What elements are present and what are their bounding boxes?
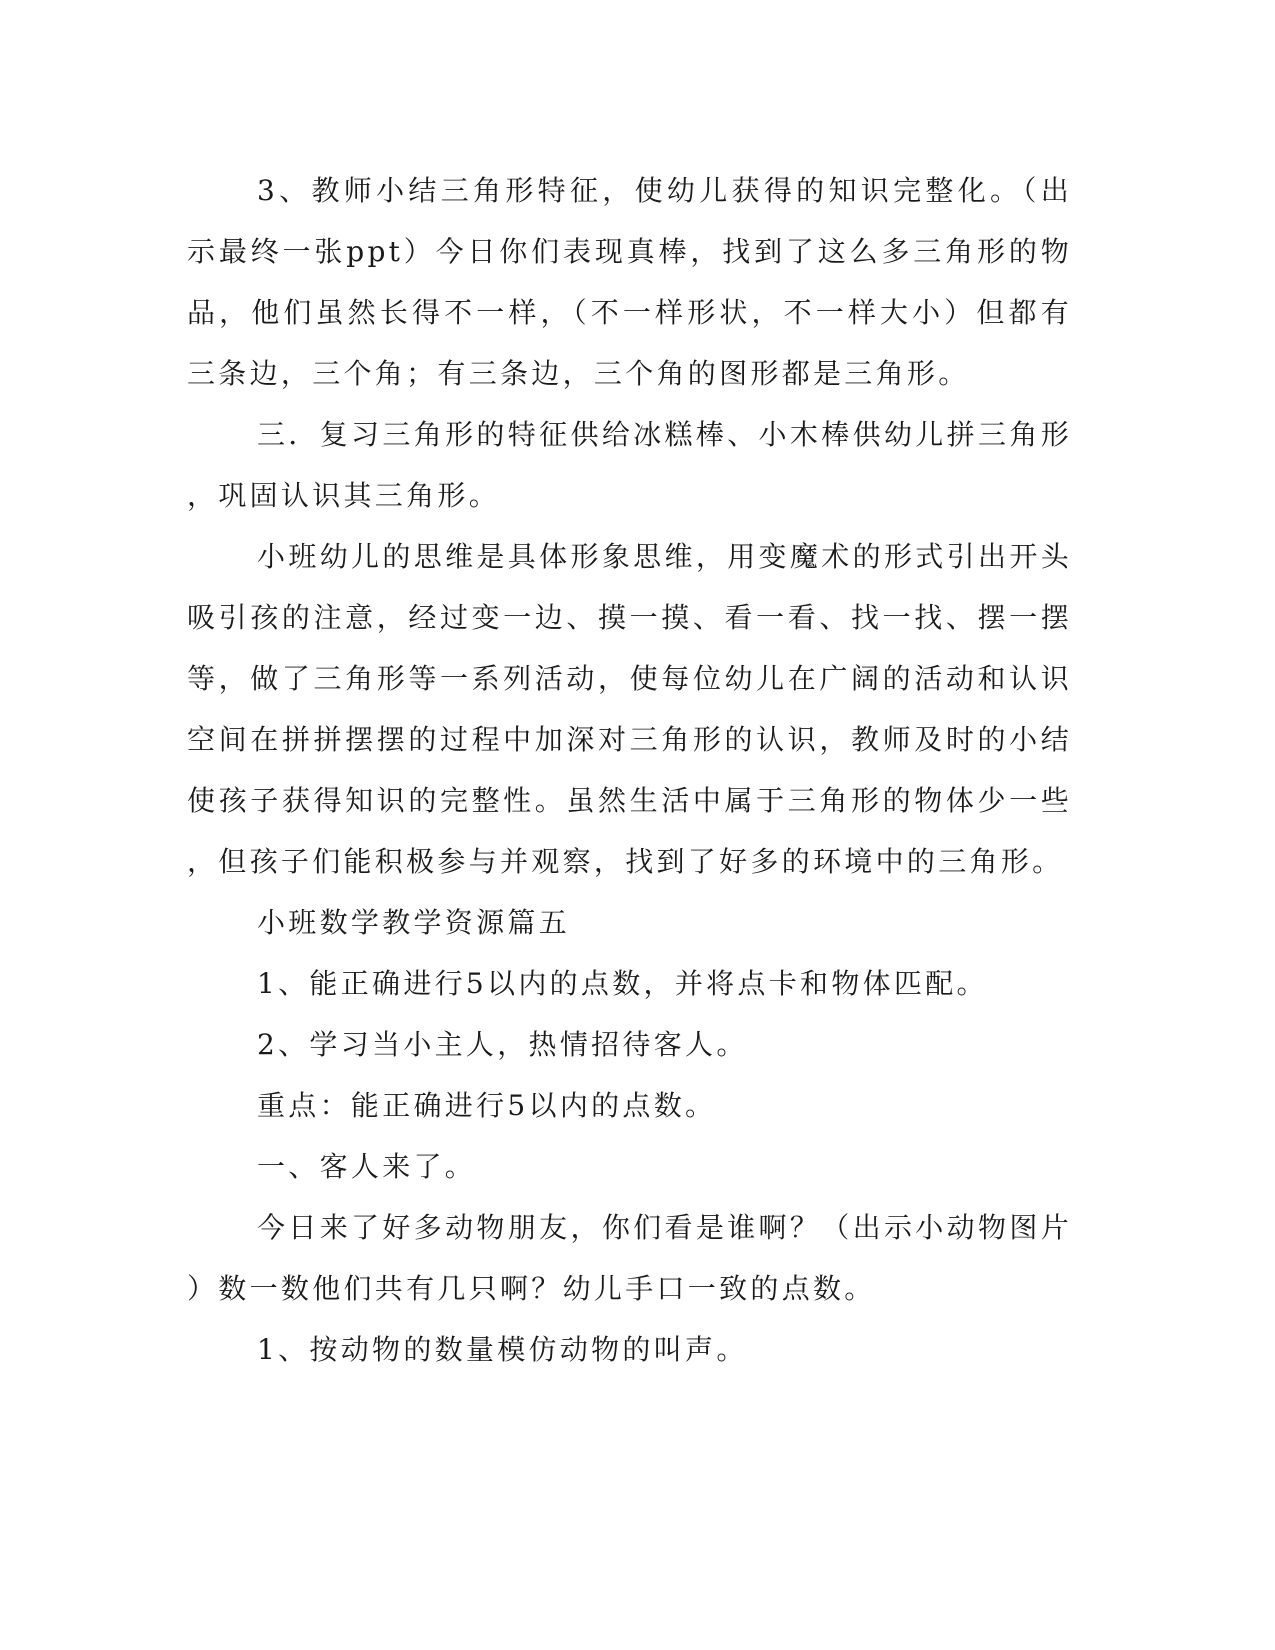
goal-item-2: 2、学习当小主人，热情招待客人。	[257, 1028, 748, 1061]
paragraph-reflection: 小班幼儿的思维是具体形象思维，用变魔术的形式引出开头吸引孩的注意，经过变一边、摸一摸、看一看、找一找、摆一摆等，做了三角形等一系列活动，使每位幼儿在广阔的活动和认识空间在拼拼摆摆的过程中加深对三角形的认识，教师及时的小结使孩子获得知识的完整性。虽然生活中属于三角形的物体少一些，但孩子们能积极参与并观察，找到了好多的环境中的三角形。	[187, 540, 1072, 878]
paragraph-review: 三．复习三角形的特征供给冰糕棒、小木棒供幼儿拼三角形，巩固认识其三角形。	[187, 418, 1072, 512]
goal-item-1: 1、能正确进行5以内的点数，并将点卡和物体匹配。	[257, 967, 988, 1000]
step-heading: 一、客人来了。	[257, 1150, 477, 1183]
paragraph-activity: 今日来了好多动物朋友，你们看是谁啊？（出示小动物图片）数一数他们共有几只啊？幼儿手口一致的点数。	[187, 1211, 1072, 1305]
key-point: 重点：能正确进行5以内的点数。	[257, 1089, 717, 1122]
paragraph-summary: 3、教师小结三角形特征，使幼儿获得的知识完整化。（出示最终一张ppt）今日你们表现真棒，找到了这么多三角形的物品，他们虽然长得不一样，（不一样形状，不一样大小）但都有三条边，三个角；有三条边，三个角的图形都是三角形。	[187, 174, 1072, 390]
activity-item-1: 1、按动物的数量模仿动物的叫声。	[257, 1333, 748, 1366]
section-heading: 小班数学教学资源篇五	[257, 906, 571, 939]
document-body	[187, 160, 1072, 1380]
